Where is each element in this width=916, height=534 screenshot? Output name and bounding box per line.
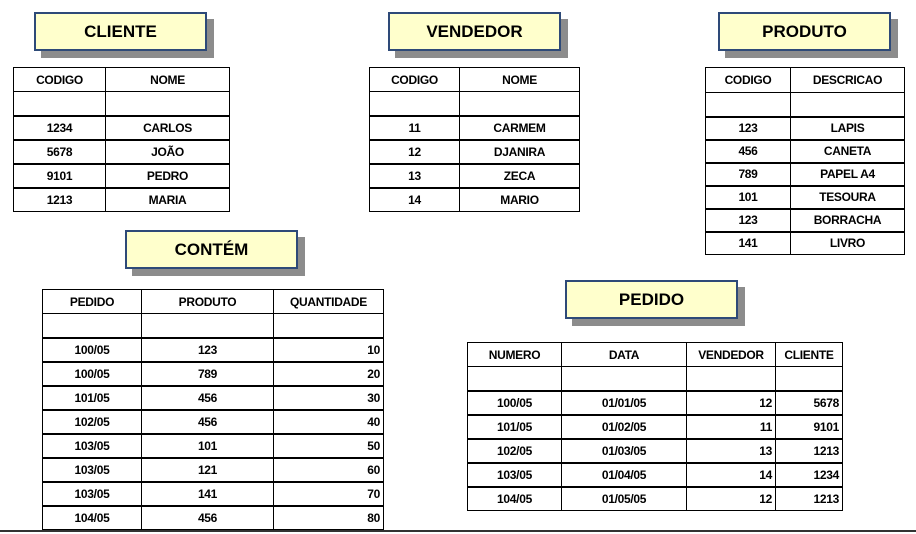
table-cell: 01/05/05 <box>562 487 687 511</box>
table-cell: 11 <box>370 116 460 140</box>
table-cell: 104/05 <box>468 487 562 511</box>
table-cell: 5678 <box>14 140 106 164</box>
table-cell: 14 <box>687 463 776 487</box>
column-header: QUANTIDADE <box>274 290 384 314</box>
table-cell: MARIA <box>106 188 230 212</box>
table-cell: TESOURA <box>791 186 905 209</box>
table-cell: 12 <box>687 487 776 511</box>
table-cell: 13 <box>687 439 776 463</box>
table-cell: 1213 <box>776 487 843 511</box>
table-cell: 14 <box>370 188 460 212</box>
table-cell: 20 <box>274 362 384 386</box>
table-cell: 11 <box>687 415 776 439</box>
table-cell: 100/05 <box>468 391 562 415</box>
column-header: NOME <box>460 68 580 92</box>
table-cell: 141 <box>142 482 274 506</box>
table-cell: 103/05 <box>468 463 562 487</box>
table-cell: 141 <box>706 232 791 255</box>
table-header-row <box>468 343 843 367</box>
pedido-table <box>467 342 843 511</box>
table-row <box>14 116 230 140</box>
table-cell: 456 <box>142 386 274 410</box>
table-cell: 80 <box>274 506 384 530</box>
empty-row <box>14 92 230 116</box>
table-cell: 50 <box>274 434 384 458</box>
table-cell: CARMEM <box>460 116 580 140</box>
table-row <box>370 116 580 140</box>
table-row <box>14 164 230 188</box>
column-header: CLIENTE <box>776 343 843 367</box>
empty-row <box>43 314 384 338</box>
table-cell: 789 <box>706 163 791 186</box>
table-cell: 456 <box>706 140 791 163</box>
table-cell: 01/01/05 <box>562 391 687 415</box>
table-cell: 1234 <box>14 116 106 140</box>
table-row <box>43 386 384 410</box>
produto-table <box>705 67 905 255</box>
table-row <box>43 410 384 434</box>
table-row <box>468 415 843 439</box>
table-row <box>468 439 843 463</box>
table-cell: 456 <box>142 410 274 434</box>
table-cell: 5678 <box>776 391 843 415</box>
table-row <box>43 434 384 458</box>
table-cell: 123 <box>142 338 274 362</box>
table-cell: 102/05 <box>43 410 142 434</box>
table-row <box>43 338 384 362</box>
table-cell: 104/05 <box>43 506 142 530</box>
table-cell: 70 <box>274 482 384 506</box>
column-header: CODIGO <box>14 68 106 92</box>
table-row <box>370 140 580 164</box>
table-cell: 101/05 <box>468 415 562 439</box>
table-cell: LIVRO <box>791 232 905 255</box>
contem-table <box>42 289 384 530</box>
table-cell: ZECA <box>460 164 580 188</box>
pedido-title: PEDIDO <box>565 280 738 319</box>
table-row <box>14 188 230 212</box>
table-cell: CANETA <box>791 140 905 163</box>
table-cell: 12 <box>370 140 460 164</box>
table-cell: CARLOS <box>106 116 230 140</box>
table-cell: JOÃO <box>106 140 230 164</box>
empty-row <box>468 367 843 391</box>
table-row <box>706 140 905 163</box>
table-cell: 13 <box>370 164 460 188</box>
table-cell: 101 <box>706 186 791 209</box>
table-header-row <box>14 68 230 92</box>
table-cell: 1213 <box>14 188 106 212</box>
table-cell: 121 <box>142 458 274 482</box>
table-cell: BORRACHA <box>791 209 905 232</box>
cliente-table <box>13 67 230 212</box>
column-header: DATA <box>562 343 687 367</box>
table-row <box>468 391 843 415</box>
table-cell: 60 <box>274 458 384 482</box>
contem-title: CONTÉM <box>125 230 298 269</box>
table-cell: 456 <box>142 506 274 530</box>
table-cell: MARIO <box>460 188 580 212</box>
produto-title: PRODUTO <box>718 12 891 51</box>
table-cell: 103/05 <box>43 458 142 482</box>
table-cell: 9101 <box>776 415 843 439</box>
table-row <box>706 163 905 186</box>
table-cell: 100/05 <box>43 338 142 362</box>
table-cell: PEDRO <box>106 164 230 188</box>
table-cell: 789 <box>142 362 274 386</box>
table-cell: 9101 <box>14 164 106 188</box>
table-cell: 102/05 <box>468 439 562 463</box>
table-row <box>706 209 905 232</box>
column-header: NOME <box>106 68 230 92</box>
table-cell: 123 <box>706 209 791 232</box>
table-cell: 101/05 <box>43 386 142 410</box>
table-cell: 103/05 <box>43 482 142 506</box>
table-row <box>43 362 384 386</box>
table-cell: PAPEL A4 <box>791 163 905 186</box>
empty-row <box>706 93 905 117</box>
table-cell: 1234 <box>776 463 843 487</box>
table-row <box>468 487 843 511</box>
table-cell: 101 <box>142 434 274 458</box>
table-row <box>706 186 905 209</box>
table-cell: 123 <box>706 117 791 140</box>
table-cell: 1213 <box>776 439 843 463</box>
column-header: PEDIDO <box>43 290 142 314</box>
vendedor-table <box>369 67 580 212</box>
table-cell: 30 <box>274 386 384 410</box>
table-cell: 01/03/05 <box>562 439 687 463</box>
bottom-divider <box>0 530 916 532</box>
empty-row <box>370 92 580 116</box>
column-header: CODIGO <box>370 68 460 92</box>
column-header: PRODUTO <box>142 290 274 314</box>
table-row <box>14 140 230 164</box>
cliente-title: CLIENTE <box>34 12 207 51</box>
column-header: VENDEDOR <box>687 343 776 367</box>
column-header: DESCRICAO <box>791 68 905 93</box>
column-header: NUMERO <box>468 343 562 367</box>
table-cell: LAPIS <box>791 117 905 140</box>
table-row <box>468 463 843 487</box>
table-cell: 01/02/05 <box>562 415 687 439</box>
table-row <box>43 458 384 482</box>
table-cell: 40 <box>274 410 384 434</box>
table-row <box>43 482 384 506</box>
table-cell: 100/05 <box>43 362 142 386</box>
table-header-row <box>706 68 905 93</box>
vendedor-title: VENDEDOR <box>388 12 561 51</box>
table-cell: DJANIRA <box>460 140 580 164</box>
table-header-row <box>370 68 580 92</box>
table-row <box>706 232 905 255</box>
table-row <box>370 188 580 212</box>
table-cell: 01/04/05 <box>562 463 687 487</box>
table-cell: 12 <box>687 391 776 415</box>
table-cell: 103/05 <box>43 434 142 458</box>
table-cell: 10 <box>274 338 384 362</box>
table-row <box>370 164 580 188</box>
table-header-row <box>43 290 384 314</box>
table-row <box>706 117 905 140</box>
table-row <box>43 506 384 530</box>
column-header: CODIGO <box>706 68 791 93</box>
